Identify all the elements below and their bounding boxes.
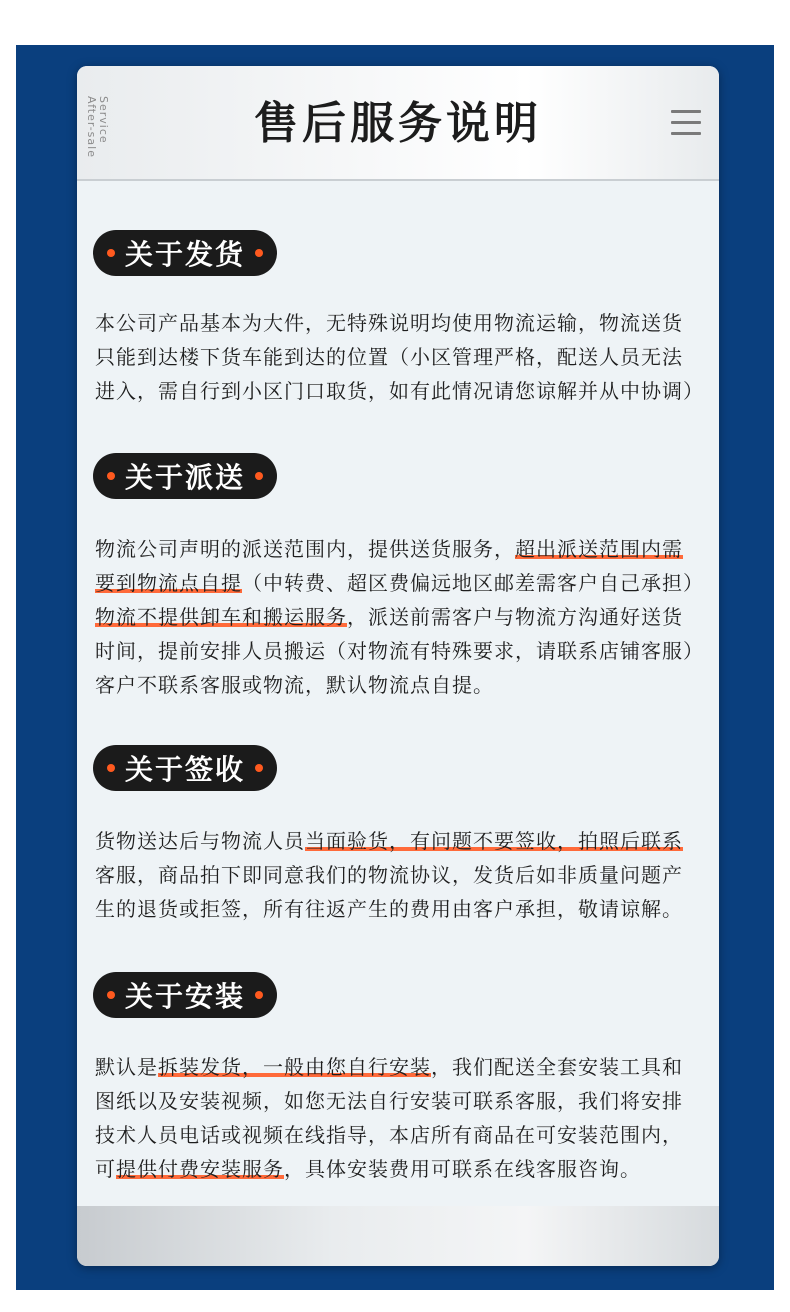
- text-line: 技术人员电话或视频在线指导，本店所有商品在可安装范围内，: [95, 1123, 683, 1147]
- text-line: 本公司产品基本为大件，无特殊说明均使用物流运输，物流送货: [95, 311, 683, 335]
- text-line: 可提供付费安装服务，具体安装费用可联系在线客服咨询。: [95, 1157, 641, 1181]
- highlight-text: 拆装发货，一般由您自行安装: [158, 1055, 431, 1079]
- section-badge-shipping: [93, 230, 277, 276]
- bullet-dot-icon: [255, 249, 263, 257]
- highlight-text: 物流不提供卸车和搬运服务: [95, 605, 347, 629]
- text-line: 物流不提供卸车和搬运服务，派送前需客户与物流方沟通好送货: [95, 605, 683, 629]
- delivery-paragraph: [95, 532, 705, 702]
- section-title-delivery: 关于派送: [124, 461, 245, 494]
- text-line: 客服，商品拍下即同意我们的物流协议，发货后如非质量问题产: [95, 863, 683, 887]
- text-line: 货物送达后与物流人员当面验货，有问题不要签收，拍照后联系: [95, 829, 683, 853]
- bullet-dot-icon: [107, 472, 115, 480]
- bullet-dot-icon: [255, 472, 263, 480]
- text-line: 生的退货或拒签，所有往返产生的费用由客户承担，敬请谅解。: [95, 897, 683, 921]
- card-header: [77, 66, 719, 181]
- section-title-installation: 关于安装: [124, 980, 245, 1013]
- highlight-text: 提供付费安装服务: [116, 1157, 284, 1181]
- side-label-service: Service: [97, 96, 110, 144]
- text-line: 物流公司声明的派送范围内，提供送货服务，超出派送范围内需: [95, 537, 683, 561]
- text-line: 默认是拆装发货，一般由您自行安装，我们配送全套安装工具和: [95, 1055, 683, 1079]
- section-title-signing: 关于签收: [124, 753, 245, 786]
- highlight-text: 当面验货，有问题不要签收，拍照后联系: [305, 829, 683, 853]
- hamburger-menu-icon[interactable]: [671, 110, 701, 136]
- section-badge-signing: [93, 745, 277, 791]
- shipping-paragraph: [95, 306, 705, 408]
- text-line: 时间，提前安排人员搬运（对物流有特殊要求，请联系店铺客服）: [95, 639, 704, 663]
- text-line: 要到物流点自提（中转费、超区费偏远地区邮差需客户自己承担）: [95, 571, 704, 595]
- highlight-text: 要到物流点自提: [95, 571, 242, 595]
- text-line: 图纸以及安装视频，如您无法自行安装可联系客服，我们将安排: [95, 1089, 683, 1113]
- bullet-dot-icon: [107, 991, 115, 999]
- installation-paragraph: [95, 1050, 705, 1186]
- section-title-shipping: 关于发货: [124, 238, 245, 271]
- text-line: 只能到达楼下货车能到达的位置（小区管理严格，配送人员无法: [95, 345, 683, 369]
- page-title: 售后服务说明: [254, 98, 542, 149]
- highlight-text: 超出派送范围内需: [515, 537, 683, 561]
- side-label-after-sale: After-sale: [85, 96, 98, 158]
- section-badge-installation: [93, 972, 277, 1018]
- section-badge-delivery: [93, 453, 277, 499]
- bullet-dot-icon: [107, 764, 115, 772]
- text-line: 客户不联系客服或物流，默认物流点自提。: [95, 673, 494, 697]
- info-card: [77, 66, 719, 1266]
- bullet-dot-icon: [255, 764, 263, 772]
- text-line: 进入，需自行到小区门口取货，如有此情况请您谅解并从中协调）: [95, 379, 704, 403]
- signing-paragraph: [95, 824, 705, 926]
- card-footer: [77, 1206, 719, 1266]
- bullet-dot-icon: [107, 249, 115, 257]
- bullet-dot-icon: [255, 991, 263, 999]
